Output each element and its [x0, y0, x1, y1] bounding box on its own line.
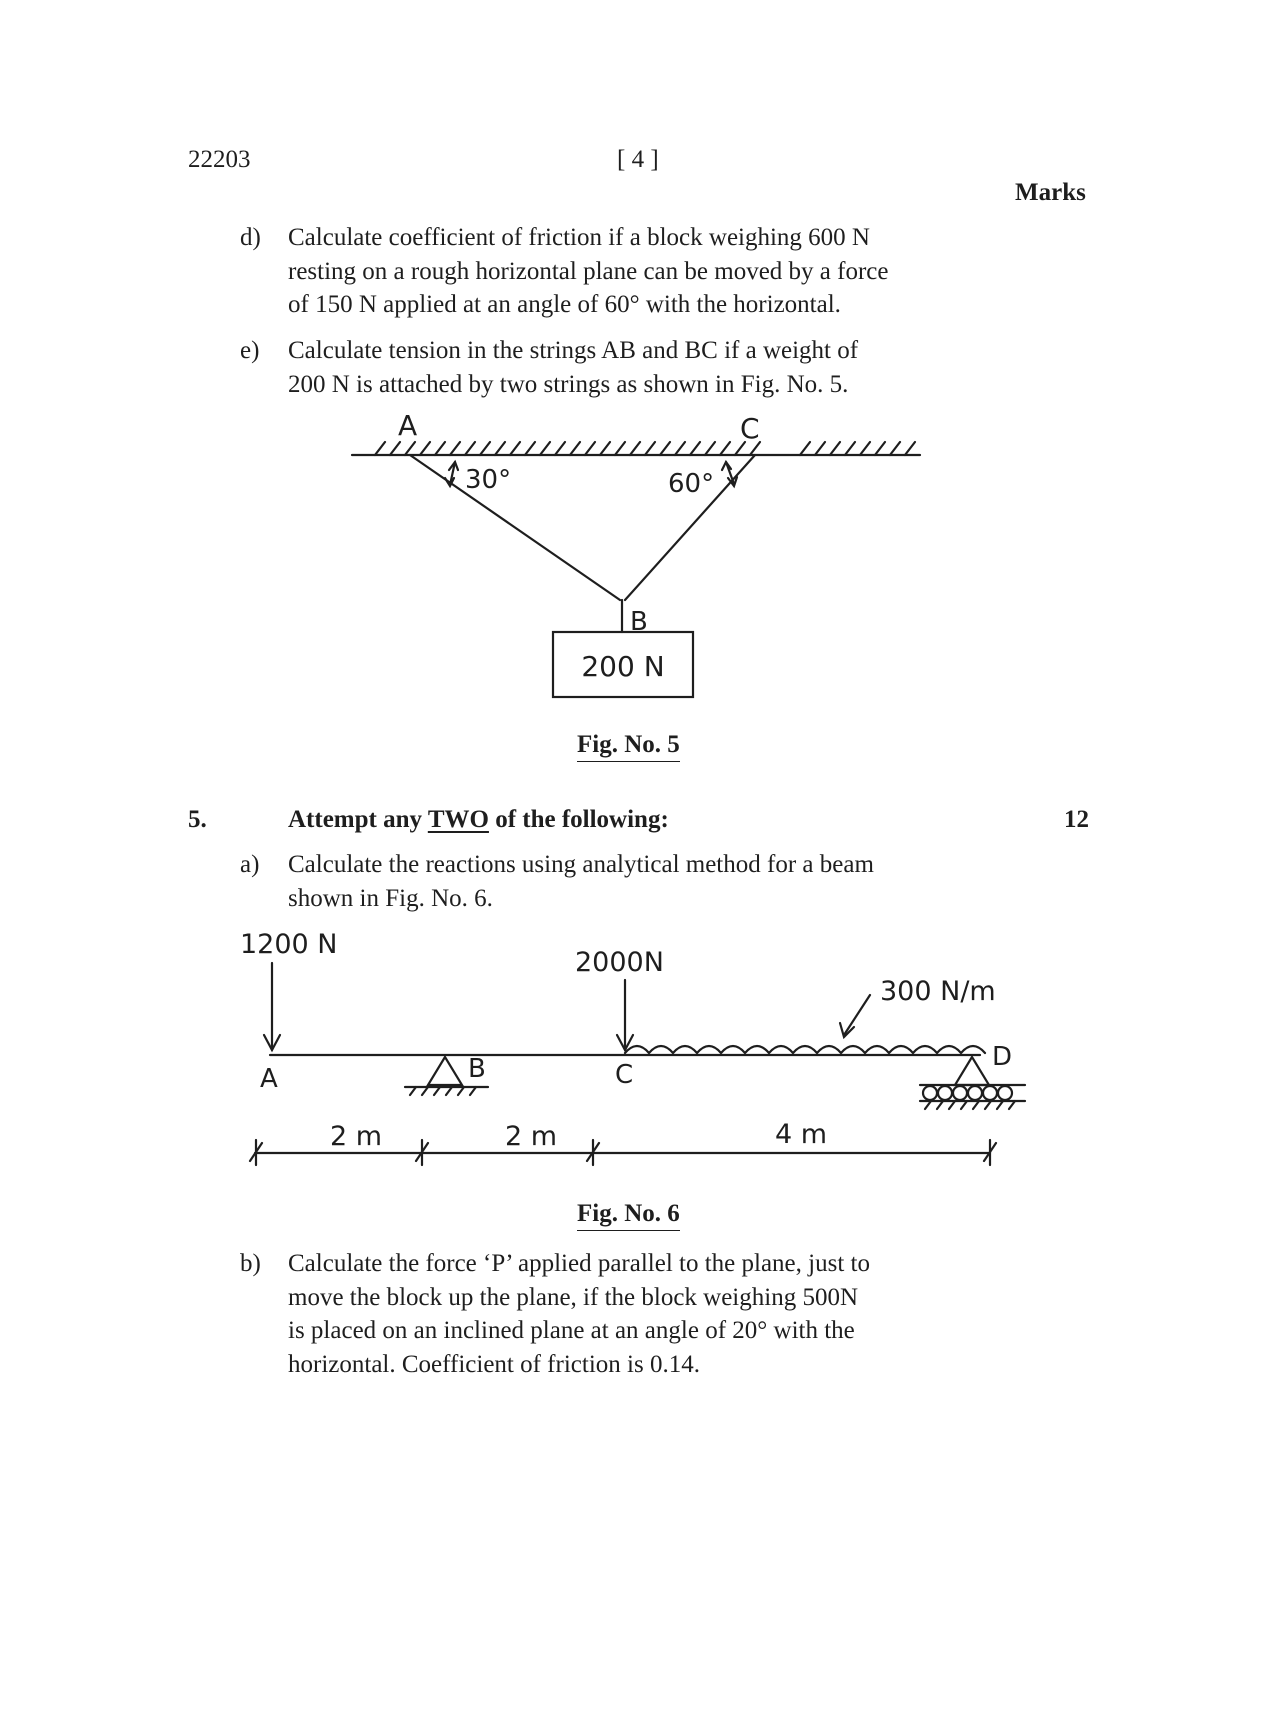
question-4d-line-1: Calculate coefficient of friction if a block weighing 600 N — [288, 224, 870, 251]
figure-5-caption: Fig. No. 5 — [577, 731, 680, 762]
figure-5-string-diagram — [330, 400, 930, 715]
fig6-load-c: 2000N — [575, 947, 664, 978]
fig5-label-b: B — [630, 607, 648, 637]
question-5-instruction — [288, 803, 669, 837]
question-5a-line-1: Calculate the reactions using analytical method for a beam — [288, 851, 874, 878]
figure-6-caption: Fig. No. 6 — [577, 1200, 680, 1231]
fig6-label-c: C — [615, 1060, 634, 1090]
question-4e-text — [288, 334, 1048, 401]
fig5-angle-a: 30° — [465, 465, 512, 495]
roller-support-d — [955, 1057, 989, 1085]
paper-code: 22203 — [188, 146, 251, 173]
fig5-angle-c: 60° — [668, 469, 715, 499]
marks-heading: Marks — [1015, 179, 1086, 206]
question-4d-text — [288, 221, 1048, 322]
question-4d-line-3: of 150 N applied at an angle of 60° with the horizontal. — [288, 291, 841, 318]
question-5b-line-1: Calculate the force ‘P’ applied parallel to the plane, just to — [288, 1250, 870, 1277]
question-5b-line-4: horizontal. Coefficient of friction is 0.14. — [288, 1350, 700, 1378]
question-5b-line-3: is placed on an inclined plane at an angle of 20° with the — [288, 1317, 855, 1344]
fig6-label-d: D — [992, 1042, 1013, 1072]
fig5-label-c: C — [740, 412, 760, 445]
fig6-span-bc: 2 m — [505, 1121, 558, 1152]
rollers — [923, 1086, 1012, 1100]
fig6-span-ab: 2 m — [330, 1121, 383, 1152]
figure-6-beam-diagram — [230, 925, 1060, 1180]
question-5a-line-2: shown in Fig. No. 6. — [288, 884, 493, 912]
instruction-suffix: of the following: — [488, 806, 669, 833]
fig6-load-a: 1200 N — [240, 929, 338, 960]
question-4e-label: e) — [240, 337, 260, 364]
question-5b-text — [288, 1247, 1048, 1381]
question-5-number: 5. — [188, 806, 207, 833]
fig6-label-b: B — [468, 1054, 486, 1084]
string-ab — [410, 455, 620, 600]
udl-pointer — [844, 995, 870, 1035]
question-5b-label: b) — [240, 1250, 261, 1277]
hinge-support-b — [428, 1057, 462, 1085]
instruction-prefix: Attempt any — [288, 806, 428, 833]
question-4d-label: d) — [240, 224, 261, 251]
fig5-weight-label: 200 N — [581, 650, 665, 683]
fig6-udl-label: 300 N/m — [880, 976, 996, 1007]
instruction-emphasis: TWO — [427, 806, 489, 833]
hinge-hatching — [410, 1087, 476, 1095]
question-4d-line-2: resting on a rough horizontal plane can be moved by a force — [288, 257, 889, 285]
fig6-span-cd: 4 m — [775, 1119, 828, 1150]
question-5a-label: a) — [240, 851, 260, 878]
fig6-label-a: A — [260, 1064, 278, 1094]
question-4e-line-2: 200 N is attached by two strings as shown in Fig. No. 5. — [288, 370, 849, 398]
question-5-marks: 12 — [1064, 806, 1089, 833]
question-5b-line-2: move the block up the plane, if the block weighing 500N — [288, 1283, 859, 1311]
page-number: [ 4 ] — [617, 146, 659, 173]
fig5-label-a: A — [398, 409, 418, 442]
udl-scallops — [625, 1046, 985, 1053]
question-5a-text — [288, 848, 1048, 915]
roller-hatching — [925, 1101, 1015, 1109]
question-4e-line-1: Calculate tension in the strings AB and BC if a weight of — [288, 337, 859, 364]
ceiling-hatching — [375, 442, 915, 455]
